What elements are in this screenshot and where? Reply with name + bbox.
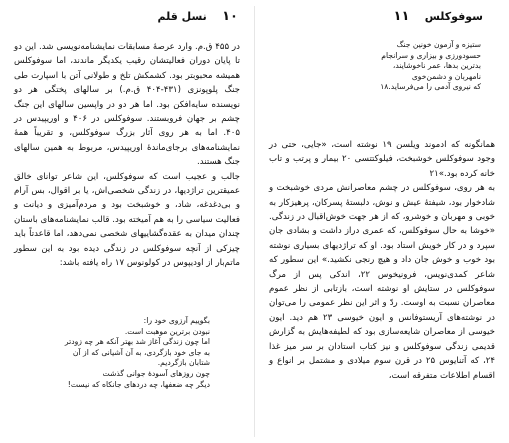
right-paragraph-1: همانگونه که ادموند ویلسن ۱۹ نوشته است، «جایی، حتی در وجود سوفوکلس خوشبخت، فیلوکتتسی ۲۰ بیمار و پرتب و تاب خانه کرده بود.»۲۱: [269, 140, 495, 179]
left-page: [0, 0, 254, 443]
verse-line: به جای خود بازگردی، به آن آشیانی که از آن: [72, 347, 210, 357]
left-body-text: [14, 40, 240, 271]
right-running-header: [394, 9, 483, 25]
verse-line: بگوییم آرزوی خود را:: [143, 316, 210, 325]
verse-line: ستیزه و آزمون خونین جنگ: [396, 40, 481, 49]
right-body-text: [269, 138, 495, 383]
verse-line: که نیروی آدمی را می‌فرساید.۱۸: [380, 82, 481, 92]
right-running-head: سوفوکلس: [424, 10, 483, 23]
verse-line: نامهربان و دشمن‌خوی: [411, 71, 481, 81]
right-paragraph-2: به هر روی، سوفوکلس در چشم معاصرانش مردی خوشبخت و شادخوار بود، شیفتهٔ عیش و نوش، دلبستهٔ پسرکان، پرهیزکار به خوبی و مهربان و خوشرو، که از هر جهت خوش‌اقبال در زندگی. «خوشا به حال سوفوکلس، که عمری دراز داشت و بشادی جان سپرد و در کار خویش استاد بود. او که تراژدیهای بسیاری نوشته بود خوب و خوش جان داد و هیچ رنجی نکشید.» این سطور که شاعر کمدی‌نویس، فرونیخوس ۲۲، اندکی پس از مرگ سوفوکلس در ستایش او نوشته است، بازتابی از نظر عموم معاصران نسبت به اوست. ردّ و اثر این نظر عمومی را می‌توان در نوشته‌های آریستوفانس و ایون خیوسی ۲۳ هم دید. ایون خیوسی از معاصران شایعه‌سازی بود که لطیفه‌هایش به گزارش قدیمی زندگی سوفوکلس و نیز کتاب استادان بر سر میز غذا ۲۴، که آتنایوس ۲۵ در قرن سوم میلادی و مشتمل بر انواع و اقسام اطلاعات متفرقه است،: [269, 183, 495, 381]
left-paragraph-2: جالب و عجیب است که سوفوکلس، این شاعر توانای خالق عمیقترین تراژدیها، در زندگی شخصی‌اش، یا بر اقوال، بس آرام و بی‌دغدغه، شاد، و خوشبخت بود و مردم‌آمیزی و دیانت و فعالیت سیاسی را به هم آمیخته بود. قالب نمایشنامه‌های باستان چندان میدان به عقده‌گشاییهای شخصی نمی‌دهد، اما قاعدتاً باید چیزکی از آنچه سوفوکلس در زندگی دیده بود به این سطور ماتم‌بار از اودیپوس در کولونوس ۱۷ راه یافته باشد:: [14, 171, 240, 269]
right-page: [255, 0, 509, 443]
left-running-header: [158, 9, 239, 25]
verse-line: حسودورزی و بیزاری و سرانجام: [381, 50, 481, 60]
left-running-head: نسل قلم: [157, 10, 207, 23]
verse-line: اما چون زندگی آغاز شد بهتر آنکه هر چه زودتر: [64, 337, 210, 347]
verse-line: دیگر چه ضعفها، چه دردهای جانکاه که نیست!: [67, 379, 210, 389]
right-page-number: ١١: [393, 9, 410, 24]
left-verse-block: [65, 316, 210, 390]
left-page-number: ١٠: [222, 9, 238, 24]
verse-line: چون روزهای آسودهٔ جوانی گذشت: [102, 368, 210, 378]
verse-line: شتابان بازگردیم.: [157, 358, 210, 368]
verse-line: نبودن برترین موهبت است.: [124, 326, 210, 336]
verse-line: بدترین بدها، عمر ناخوشایند،: [392, 61, 481, 71]
right-verse-block: [380, 40, 481, 93]
left-paragraph-1: در ۴۵۵ ق.م. وارد عرصهٔ مسابقات نمایشنامه‌نویسی شد. این دو تا پایان دوران فعالیتشان رقیب یکدیگر ماندند، اما سوفوکلس همیشه محبوبتر بود. کشمکش تلخ و طولانی آتن با اسپارت طی جنگ پلوپونزی (۴۳۱-۴۰۴ ق.م.) بر سالهای پختگی هر دو نویسنده سایه‌افکن بود. اما هر دو در واپسین سالهای این جنگ چشم بر جهان فروبستند. سوفوکلس در ۴۰۶ و اوریپیدس در ۴۰۵. اما به هر روی آثار بزرگ سوفوکلس، و تقریباً همهٔ نمایشنامه‌های برجای‌مانده‌ٔ اوریپیدس، مربوط به همین سالهای جنگ هستند.: [14, 42, 240, 168]
